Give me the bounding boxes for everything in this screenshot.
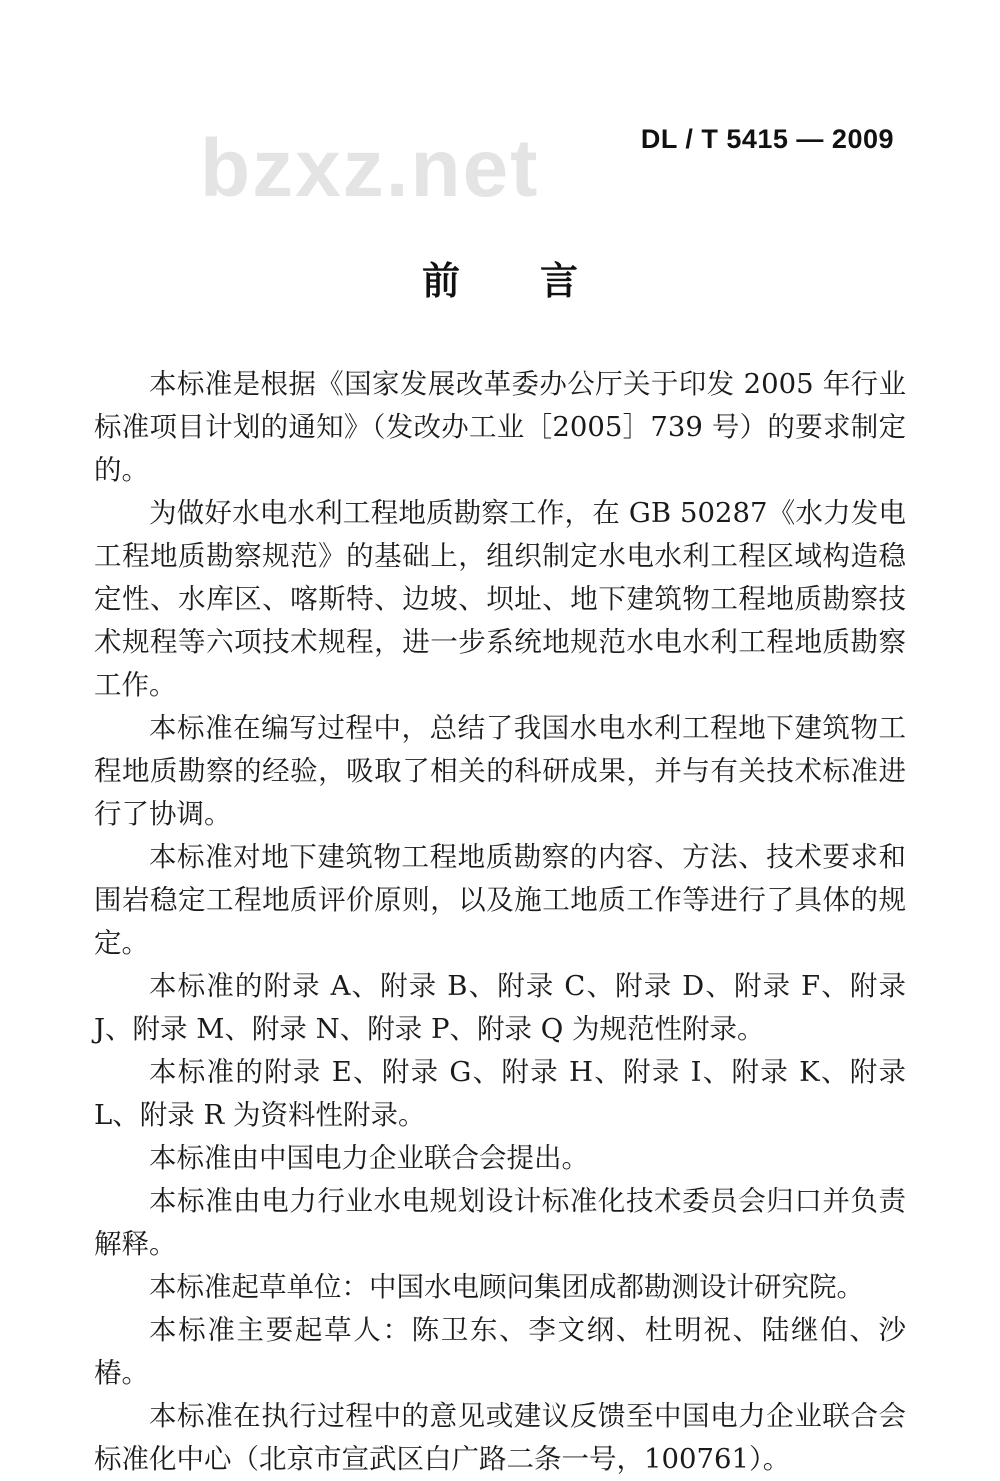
paragraph-drafters: 本标准主要起草人：陈卫东、李文纲、杜明祝、陆继伯、沙椿。 xyxy=(94,1314,906,1389)
paragraph-purpose: 为做好水电水利工程地质勘察工作，在 GB 50287《水力发电工程地质勘察规范》的基础上，组织制定水电水利工程区域构造稳定性、水库区、喀斯特、边坡、坝址、地下建筑物工程地质勘察技术规程等六项技术规程，进一步系统地规范水电水利工程地质勘察工作。 xyxy=(94,497,906,701)
foreword-body xyxy=(94,363,906,1481)
paragraph-normative-annexes: 本标准的附录 A、附录 B、附录 C、附录 D、附录 F、附录 J、附录 M、附录 N、附录 P、附录 Q 为规范性附录。 xyxy=(94,970,906,1045)
paragraph-feedback: 本标准在执行过程中的意见或建议反馈至中国电力企业联合会标准化中心（北京市宣武区白广路二条一号，100761）。 xyxy=(94,1400,906,1475)
paragraph-basis: 本标准是根据《国家发展改革委办公厅关于印发 2005 年行业标准项目计划的通知》（发改办工业［2005］739 号）的要求制定的。 xyxy=(94,368,906,486)
paragraph-administrator: 本标准由电力行业水电规划设计标准化技术委员会归口并负责解释。 xyxy=(94,1185,906,1260)
paragraph-drafting-unit: 本标准起草单位：中国水电顾问集团成都勘测设计研究院。 xyxy=(149,1271,864,1303)
watermark: bzxz.net xyxy=(200,123,540,214)
page-title: 前言 xyxy=(421,259,658,303)
standard-code: DL / T 5415 — 2009 xyxy=(640,124,894,154)
paragraph-scope: 本标准对地下建筑物工程地质勘察的内容、方法、技术要求和围岩稳定工程地质评价原则，以及施工地质工作等进行了具体的规定。 xyxy=(94,841,906,959)
paragraph-compilation: 本标准在编写过程中，总结了我国水电水利工程地下建筑物工程地质勘察的经验，吸取了相关的科研成果，并与有关技术标准进行了协调。 xyxy=(94,712,906,830)
paragraph-proposer: 本标准由中国电力企业联合会提出。 xyxy=(149,1142,589,1174)
paragraph-informative-annexes: 本标准的附录 E、附录 G、附录 H、附录 I、附录 K、附录 L、附录 R 为资料性附录。 xyxy=(94,1056,906,1131)
